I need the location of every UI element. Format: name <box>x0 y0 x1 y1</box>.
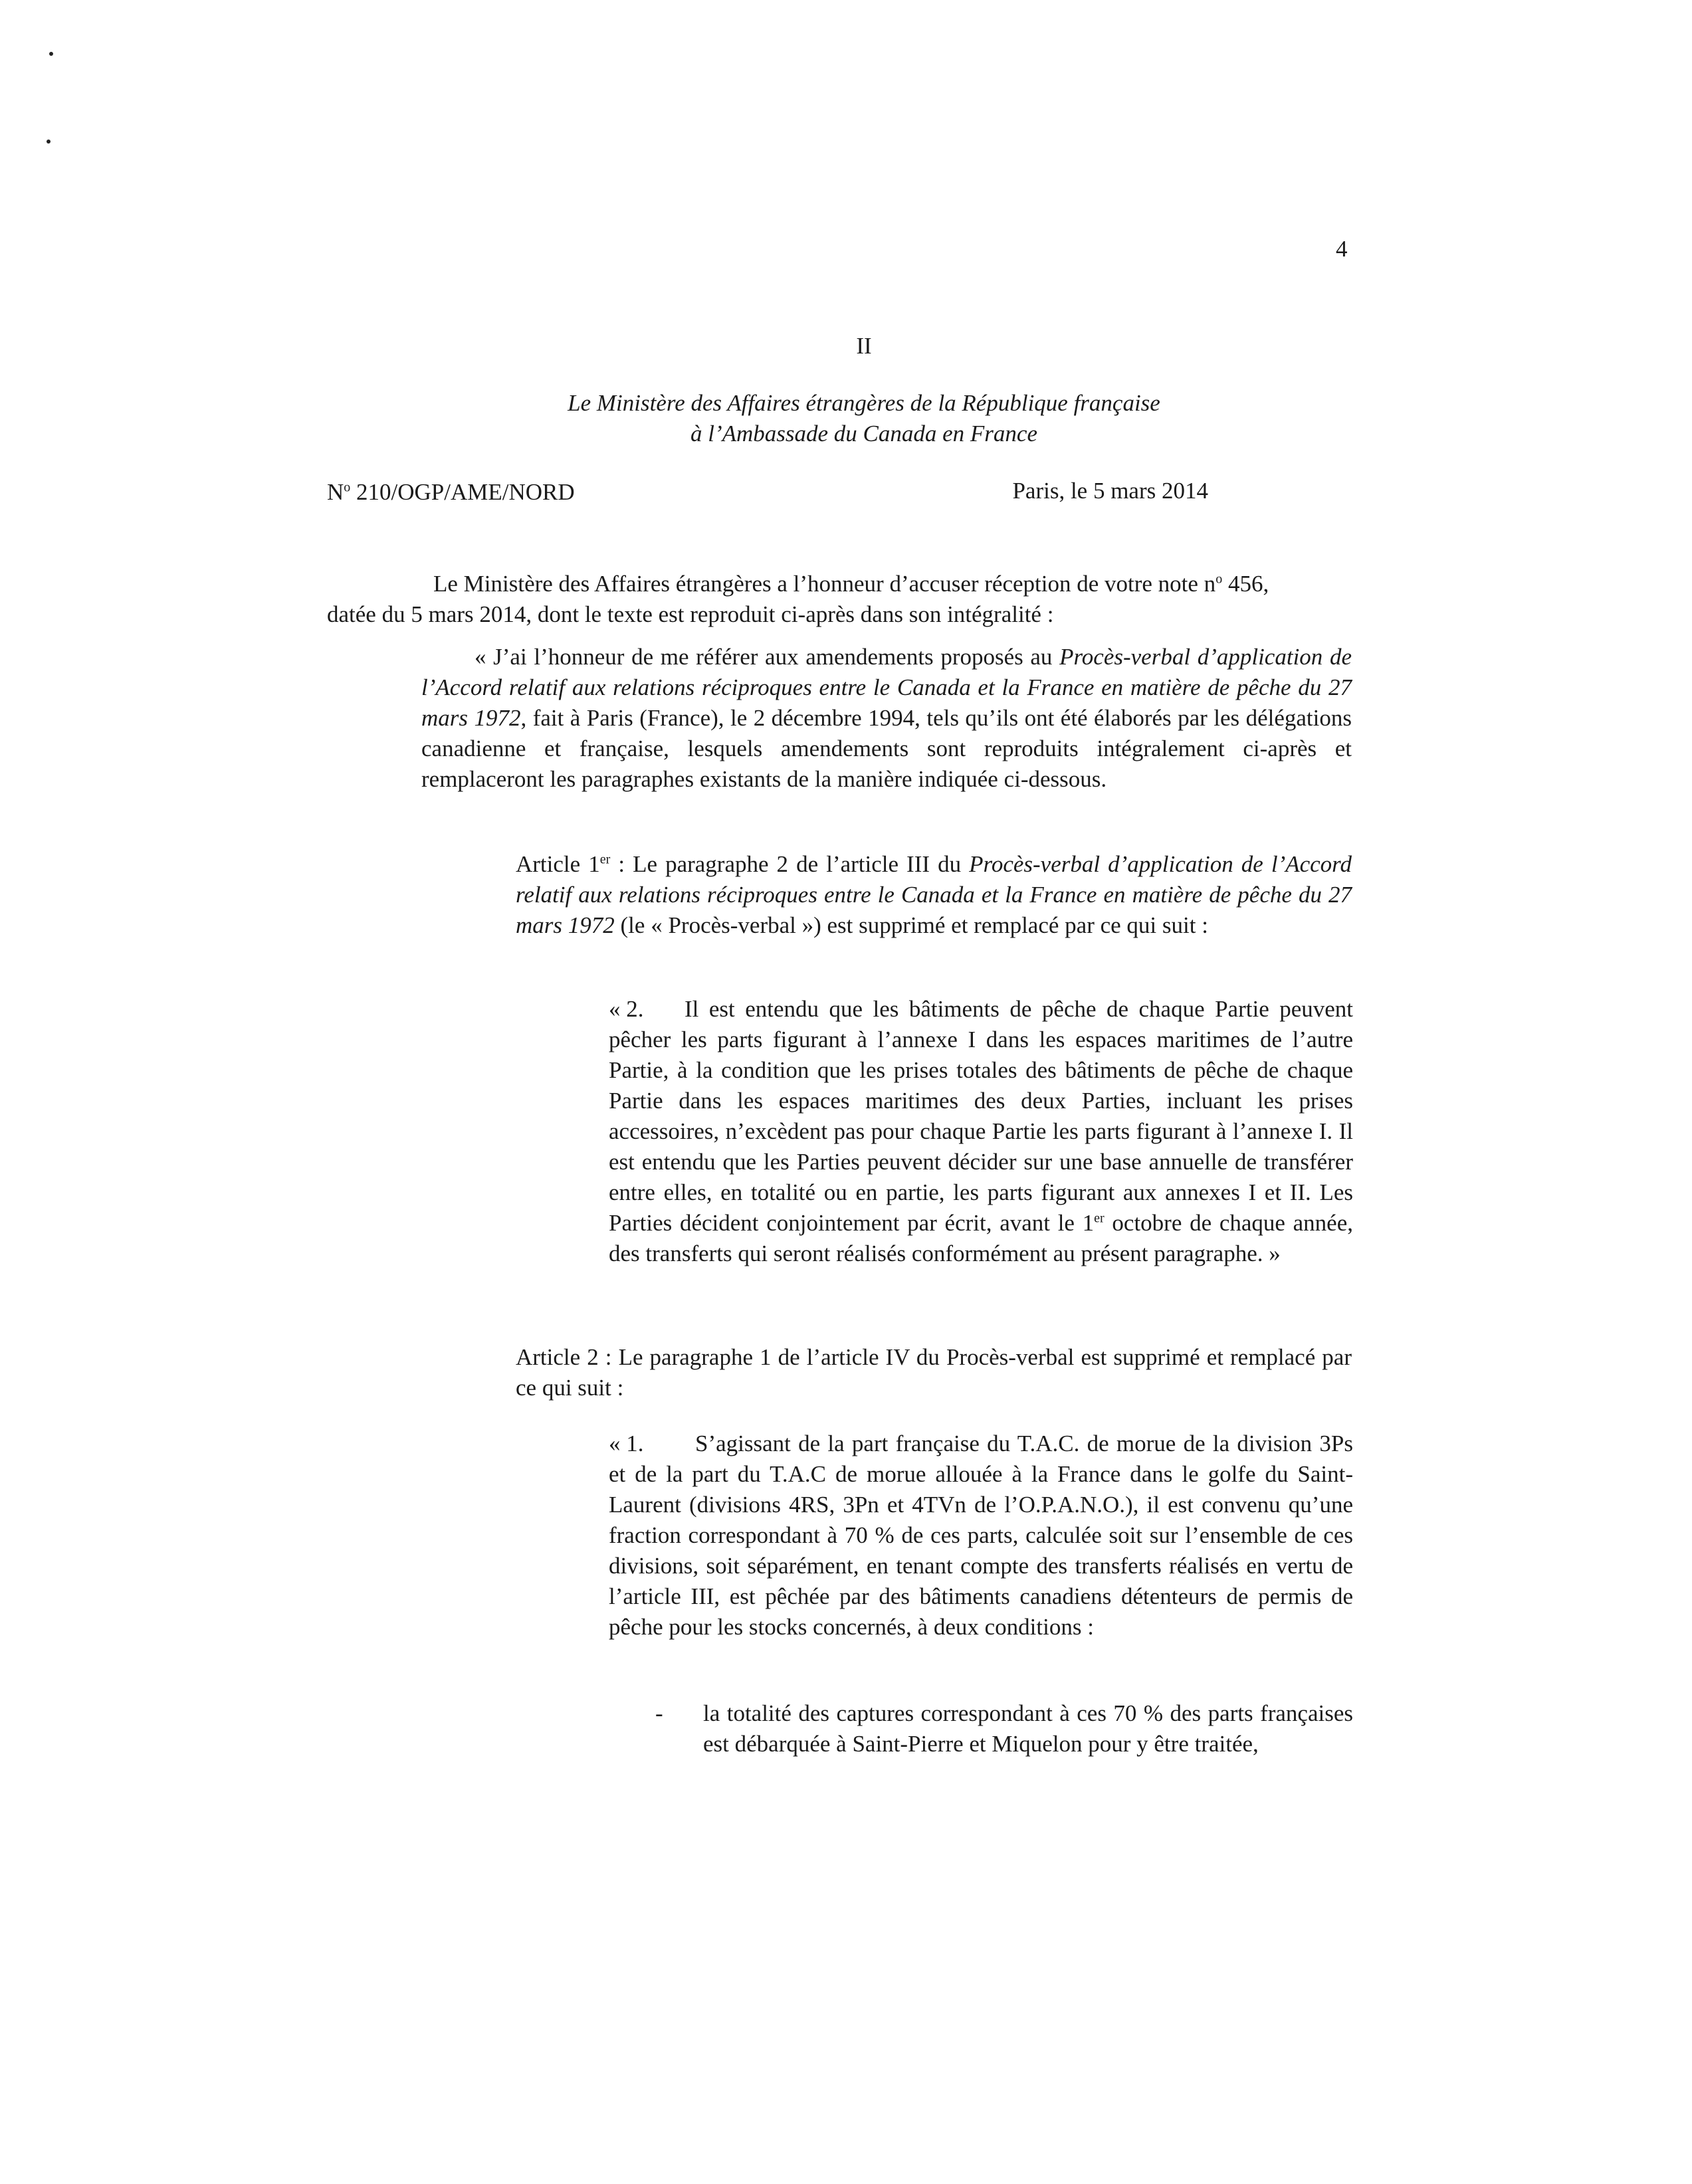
article-1: Article 1er : Le paragraphe 2 de l’article III du Procès-verbal d’application de l’Accord relatif aux relations réciproques entre le Canada et la France en matière de pêche du 27 mars 1972 (le « Procès-verbal ») est supprimé et remplacé par ce qui suit : <box>516 851 1352 938</box>
bullet-item: la totalité des captures correspondant à ces 70 % des parts françaises est débarquée à Saint-Pierre et Miquelon pour y être traitée, <box>703 1700 1353 1757</box>
letter-heading <box>0 388 1692 449</box>
page-number: 4 <box>1336 236 1348 262</box>
article-2: Article 2 : Le paragraphe 1 de l’article IV du Procès-verbal est supprimé et remplacé par ce qui suit : <box>516 1344 1352 1401</box>
amended-paragraph-1: « 1. S’agissant de la part française du T.A.C. de morue de la division 3Ps et de la part du T.A.C de morue allouée à la France dans le golfe du Saint-Laurent (divisions 4RS, 3Pn et 4TVn de l’O.P.A.N.O.), il est convenu qu’une fraction correspondant à 70 % de ces parts, calculée soit sur l’ensemble de ces divisions, soit séparément, en tenant compte des transferts réalisés en vertu de l’article III, est pêchée par des bâtiments canadiens détenteurs de permis de pêche pour les stocks concernés, à deux conditions : <box>609 1429 1353 1642</box>
place-date: Paris, le 5 mars 2014 <box>1012 478 1208 504</box>
quoted-note: « J’ai l’honneur de me référer aux amendements proposés au Procès-verbal d’application de l’Accord relatif aux relations réciproques entre le Canada et la France en matière de pêche du 27 mars 1972, fait à Paris (France), le 2 décembre 1994, tels qu’ils ont été élaborés par les délégations canadienne et française, lesquels amendements sont reproduits intégralement ci-après et remplaceront les paragraphes existants de la manière indiquée ci-dessous. <box>421 644 1352 792</box>
heading-line-2: à l’Ambassade du Canada en France <box>690 421 1037 447</box>
reference-number: $N^o$ 210/OGP/AME/NORD <box>327 479 575 505</box>
scan-speck <box>49 52 53 56</box>
section-numeral: II <box>856 333 872 359</box>
intro-paragraph: Le Ministère des Affaires étrangères a l’honneur d’accuser réception de votre note $n^o$ 456, datée du 5 mars 2014, dont le texte est reproduit ci-après dans son intégralité : <box>327 571 1269 627</box>
scan-speck <box>47 140 51 144</box>
bullet-mark: - <box>655 1700 663 1726</box>
heading-line-1: Le Ministère des Affaires étrangères de la République française <box>568 390 1160 416</box>
paragraph-number: « 2. <box>609 996 644 1022</box>
amended-paragraph-2: « 2. Il est entendu que les bâtiments de pêche de chaque Partie peuvent pêcher les parts figurant à l’annexe I dans les espaces maritimes de l’autre Partie, à la condition que les prises totales des bâtiments de pêche de chaque Partie dans les espaces maritimes des deux Parties, incluant les prises accessoires, n’excèdent pas pour chaque Partie les parts figurant à l’annexe I. Il est entendu que les Parties peuvent décider sur une base annuelle de transférer entre elles, en totalité ou en partie, les parts figurant aux annexes I et II. Les Parties décident conjointement par écrit, avant le 1er octobre de chaque année, des transferts qui seront réalisés conformément au présent paragraphe. » <box>609 994 1353 1269</box>
paragraph-number: « 1. <box>609 1431 644 1456</box>
